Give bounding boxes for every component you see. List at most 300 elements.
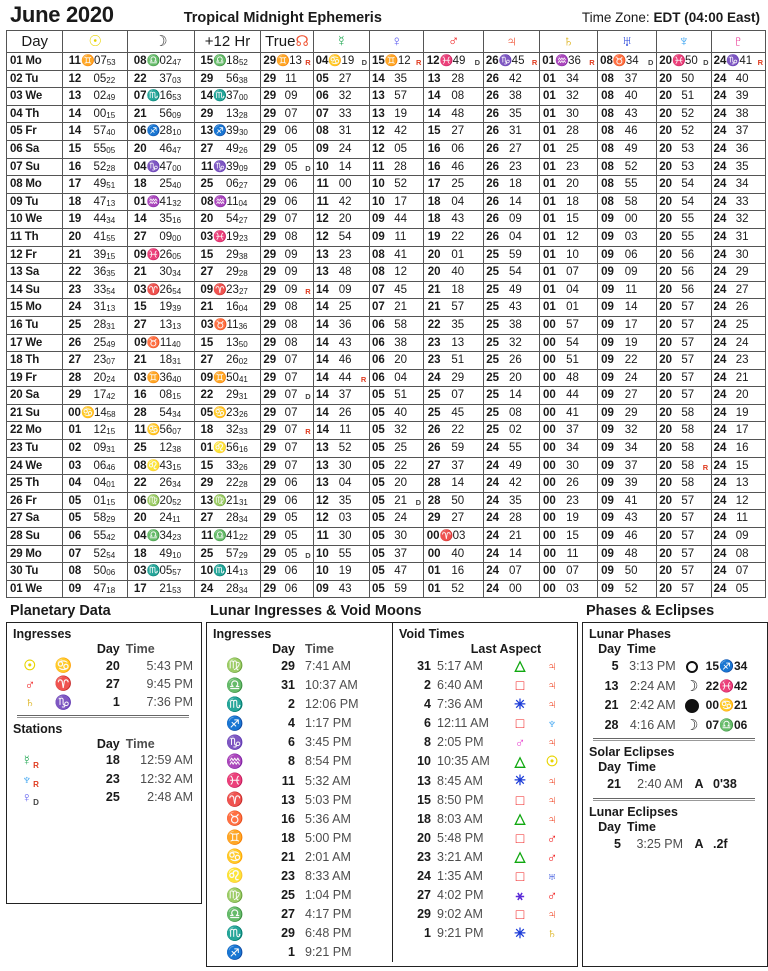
cell-moon12 (194, 105, 261, 123)
void-time: 7:36 AM (437, 697, 483, 712)
seconds: 00 (238, 93, 248, 103)
position-node (261, 510, 312, 527)
position-pluto (712, 440, 765, 457)
degree: 26 (68, 336, 82, 349)
degree: 29 (263, 494, 277, 507)
minutes: 20 (93, 371, 107, 384)
minutes: 14 (451, 477, 465, 490)
cell-jupiter (483, 281, 539, 299)
phase-degree: 22 (705, 678, 720, 693)
phase-time: 3:13 PM (629, 659, 676, 674)
minutes: 32 (566, 90, 579, 103)
cell-moon (128, 105, 195, 123)
degree: 28 (133, 406, 147, 419)
position-saturn (540, 370, 596, 387)
timezone-offset: (04:00 East) (684, 10, 760, 25)
void-time: 1:35 AM (437, 868, 483, 883)
position-venus (370, 387, 423, 404)
position-mars (424, 528, 482, 545)
jupiter-glyph: ♃ (505, 33, 518, 50)
minutes: 56 (226, 442, 239, 455)
cell-uranus (597, 176, 656, 194)
position-jupiter (484, 387, 539, 404)
degree: 25 (200, 547, 214, 560)
cell-saturn (540, 193, 597, 211)
degree: 08 (601, 160, 614, 173)
position-node (261, 475, 312, 492)
new-moon-shape (685, 699, 699, 713)
cell-jupiter (483, 211, 539, 229)
position-uranus (598, 264, 656, 281)
seconds: 15 (106, 497, 116, 507)
void-day: 23 (417, 849, 431, 864)
degree: 00 (542, 494, 556, 507)
position-saturn (540, 422, 596, 439)
degree: 08 (601, 107, 614, 120)
minutes: 29 (225, 389, 239, 402)
minutes: 32 (624, 424, 638, 437)
position-venus (370, 106, 423, 123)
position-node (261, 176, 312, 193)
minutes: 40 (451, 266, 465, 279)
position-sun (63, 123, 127, 140)
degree: 26 (427, 442, 441, 455)
retrograde-marker: R (415, 58, 422, 67)
degree: 15 (133, 301, 147, 314)
void-time-row (399, 924, 573, 943)
lunar-ingress-time: 6:48 PM (305, 926, 352, 941)
degree: 24 (713, 142, 727, 155)
degree: 08 (372, 266, 385, 279)
degree: 24 (713, 195, 727, 208)
seconds: 46 (106, 462, 116, 472)
table-row (7, 70, 766, 88)
lunar-ingress-row (213, 752, 388, 771)
cell-pluto (711, 211, 765, 229)
position-venus (370, 71, 423, 88)
table-row (7, 352, 766, 370)
minutes: 41 (394, 248, 407, 261)
aries-glyph: ♈ (54, 675, 73, 692)
seconds: 38 (238, 251, 248, 261)
cell-mars (424, 510, 483, 528)
position-uranus (598, 159, 656, 176)
table-row (7, 281, 766, 299)
minutes: 05 (284, 512, 298, 525)
seconds: 03 (172, 75, 182, 85)
minutes: 40 (624, 90, 638, 103)
cell-neptune (657, 545, 711, 563)
degree: 29 (263, 371, 277, 384)
minutes: 00 (624, 213, 638, 226)
day-label: 05 Fr (10, 125, 37, 138)
table-row (7, 440, 766, 458)
position-node (261, 229, 312, 246)
cell-sun (63, 475, 128, 493)
lunar-ingresses-list (213, 656, 388, 962)
cell-moon (128, 211, 195, 229)
position-uranus (598, 211, 656, 228)
degree: 24 (486, 565, 499, 578)
degree: 17 (68, 178, 82, 191)
position-mercury (314, 141, 369, 158)
minutes: 13 (735, 477, 749, 490)
cell-node (261, 246, 313, 264)
planetary-stations-list (13, 751, 195, 806)
minutes: 03 (338, 512, 352, 525)
position-uranus (598, 546, 656, 563)
position-uranus (598, 106, 656, 123)
cell-moon12 (194, 176, 261, 194)
seconds: 18 (106, 585, 116, 595)
table-row (7, 422, 766, 440)
seconds: 47 (172, 145, 182, 155)
neptune-glyph: ♆ (678, 33, 690, 50)
cell-uranus (597, 246, 656, 264)
position-mercury (314, 211, 369, 228)
table-row (7, 123, 766, 141)
cell-saturn (540, 228, 597, 246)
position-moon12 (195, 581, 261, 598)
degree: 25 (486, 266, 499, 279)
cell-uranus (597, 88, 656, 106)
day-label: 16 Tu (10, 318, 39, 331)
degree: 01 (542, 125, 556, 138)
degree: 29 (263, 512, 277, 525)
minutes: 52 (338, 442, 352, 455)
cell-uranus (597, 440, 656, 458)
degree: 08 (601, 142, 614, 155)
cell-sun (63, 422, 128, 440)
position-mercury (314, 317, 369, 334)
minutes: 14 (509, 195, 522, 208)
position-mars (424, 493, 482, 510)
degree: 26 (486, 160, 499, 173)
minutes: 57 (681, 354, 695, 367)
sign-glyph: ♎ (146, 55, 161, 67)
minutes: 35 (159, 213, 173, 226)
degree: 01 (542, 107, 556, 120)
minutes: 33 (338, 107, 352, 120)
minutes: 55 (509, 442, 522, 455)
cell-venus (370, 123, 424, 141)
degree: 01 (542, 72, 556, 85)
day-label: 02 Tu (10, 72, 39, 85)
degree: 20 (659, 530, 672, 543)
cell-mercury (313, 70, 369, 88)
cell-saturn (540, 211, 597, 229)
lunar-ingress-day: 18 (281, 830, 295, 845)
degree: 06 (372, 371, 385, 384)
lunar-ingress-time: 5:32 AM (305, 773, 351, 788)
cell-node (261, 440, 313, 458)
last-quarter-moon-icon: ☽ (684, 677, 699, 695)
cell-mars (424, 545, 483, 563)
position-moon (128, 88, 194, 105)
minutes: 04 (394, 371, 407, 384)
minutes: 57 (681, 565, 695, 578)
position-moon12 (195, 563, 261, 580)
degree: 22 (133, 72, 147, 85)
degree: 05 (372, 459, 385, 472)
void-time: 12:11 AM (437, 716, 489, 731)
degree: 24 (713, 107, 727, 120)
degree: 12 (315, 512, 329, 525)
minutes: 02 (93, 90, 107, 103)
position-moon12 (195, 458, 261, 475)
minutes: 34 (159, 530, 173, 543)
opposition-icon: ⚹ (515, 886, 525, 903)
degree: 29 (263, 283, 277, 296)
planetary-ingress-row (13, 656, 195, 674)
position-venus (370, 335, 423, 352)
minutes: 19 (159, 301, 173, 314)
void-time-row (399, 905, 573, 924)
degree: 11 (316, 195, 329, 208)
table-row (7, 580, 766, 598)
sign-glyph: ♉ (213, 318, 228, 331)
minutes: 58 (394, 318, 407, 331)
degree: 21 (133, 266, 147, 279)
position-saturn (540, 159, 596, 176)
position-neptune (657, 440, 710, 457)
seconds: 22 (106, 75, 116, 85)
degree: 06 (68, 530, 82, 543)
position-uranus (598, 563, 656, 580)
minutes: 08 (284, 230, 298, 243)
degree: 24 (713, 125, 727, 138)
degree: 29 (200, 107, 214, 120)
stations-header (13, 737, 195, 751)
phase-time: 2:42 AM (629, 698, 676, 713)
position-jupiter (484, 141, 539, 158)
retrograde-marker: R (531, 58, 538, 67)
degree: 24 (486, 582, 499, 595)
position-sun (63, 247, 127, 264)
degree: 00 (68, 406, 81, 419)
degree: 25 (427, 406, 441, 419)
cell-moon12 (194, 299, 261, 317)
seconds: 30 (238, 128, 248, 138)
divider (593, 738, 755, 741)
degree: 09 (601, 565, 614, 578)
position-node (261, 106, 312, 123)
degree: 13 (315, 248, 329, 261)
cell-venus (370, 53, 424, 71)
minutes: 52 (624, 582, 638, 595)
cell-jupiter (483, 369, 539, 387)
cell-saturn (540, 105, 597, 123)
month-title: June 2020 (10, 2, 114, 27)
cell-moon12 (194, 53, 261, 71)
minutes: 50 (624, 565, 638, 578)
position-moon (128, 510, 194, 527)
conjunction-mars-icon: ♂ (514, 734, 526, 751)
cell-pluto (711, 334, 765, 352)
position-sun (63, 405, 127, 422)
position-mars (424, 510, 482, 527)
position-mars (424, 440, 482, 457)
day-label: 21 Su (10, 406, 40, 419)
minutes: 07 (284, 371, 298, 384)
position-moon12 (195, 282, 261, 299)
degree: 24 (713, 389, 727, 402)
minutes: 57 (681, 389, 695, 402)
minutes: 28 (566, 125, 579, 138)
cell-moon (128, 316, 195, 334)
cell-neptune (657, 580, 711, 598)
degree: 29 (263, 477, 277, 490)
cell-node (261, 176, 313, 194)
direct-marker: D (305, 163, 311, 173)
sign-glyph: ♑ (726, 55, 741, 67)
degree: 00 (542, 406, 556, 419)
lunar-phases-header (589, 642, 761, 656)
position-sun (63, 422, 127, 439)
lunar-ingresses-column (207, 623, 393, 962)
position-node (261, 370, 312, 387)
minutes: 09 (624, 266, 638, 279)
cell-pluto (711, 369, 765, 387)
minutes: 43 (624, 107, 638, 120)
seconds: 15 (172, 462, 182, 472)
day-label: 23 Tu (10, 442, 39, 455)
degree: 29 (263, 406, 277, 419)
position-pluto (712, 317, 765, 334)
position-jupiter (484, 106, 539, 123)
position-jupiter (484, 88, 539, 105)
minutes: 30 (735, 248, 749, 261)
minutes: 24 (624, 371, 638, 384)
cell-neptune (657, 70, 711, 88)
minutes: 45 (451, 406, 465, 419)
position-pluto (712, 282, 765, 299)
cell-uranus (597, 316, 656, 334)
cell-pluto (711, 563, 765, 581)
void-day: 1 (424, 926, 431, 941)
minutes: 12 (566, 230, 579, 243)
position-node (261, 264, 312, 281)
degree: 05 (68, 512, 82, 525)
void-time: 5:48 PM (437, 830, 484, 845)
degree: 29 (263, 442, 277, 455)
degree: 09 (601, 442, 614, 455)
cell-venus (370, 228, 424, 246)
minutes: 02 (509, 424, 522, 437)
degree: 25 (486, 283, 499, 296)
degree: 08 (200, 195, 214, 208)
void-day: 15 (417, 792, 431, 807)
degree: 20 (659, 90, 672, 103)
degree: 04 (133, 530, 147, 543)
minutes: 17 (394, 195, 407, 208)
degree: 14 (372, 72, 385, 85)
minutes: 59 (394, 582, 407, 595)
direct-marker: D (474, 58, 481, 67)
degree: 09 (601, 301, 614, 314)
cell-venus (370, 211, 424, 229)
position-moon (128, 229, 194, 246)
cell-day (7, 176, 63, 194)
position-neptune (657, 458, 710, 475)
position-moon (128, 106, 194, 123)
cell-pluto (711, 88, 765, 106)
minutes: 41 (226, 530, 239, 543)
degree: 01 (427, 582, 441, 595)
position-node (261, 123, 312, 140)
degree: 14 (315, 354, 329, 367)
position-moon (128, 123, 194, 140)
lunar-ingress-time: 10:37 AM (305, 678, 358, 693)
minutes: 29 (624, 406, 638, 419)
col-header-pluto (711, 31, 765, 53)
degree: 25 (486, 406, 499, 419)
degree: 01 (68, 424, 82, 437)
gemini-glyph: ♊ (226, 829, 244, 846)
degree: 29 (263, 565, 277, 578)
position-mars (424, 229, 482, 246)
minutes: 58 (624, 195, 638, 208)
minutes: 16 (225, 301, 239, 314)
minutes: 30 (394, 530, 407, 543)
position-venus (370, 581, 423, 598)
cell-day (7, 299, 63, 317)
position-moon12 (195, 123, 261, 140)
minutes: 58 (681, 406, 695, 419)
position-mercury (314, 405, 369, 422)
lunar-ingress-row (213, 790, 388, 809)
cell-jupiter (483, 88, 539, 106)
degree: 05 (372, 389, 385, 402)
lunar-ingress-day: 6 (288, 735, 295, 750)
minutes: 48 (451, 107, 465, 120)
degree: 06 (372, 336, 385, 349)
degree: 24 (486, 512, 499, 525)
seconds: 38 (238, 75, 248, 85)
minutes: 54 (159, 406, 173, 419)
moon-12hr-header: +12 Hr (204, 33, 251, 50)
minutes: 58 (681, 424, 695, 437)
sign-glyph: ♏ (213, 90, 227, 103)
cell-venus (370, 510, 424, 528)
position-neptune (657, 247, 710, 264)
void-time: 8:50 PM (437, 792, 484, 807)
cell-pluto (711, 422, 765, 440)
void-day: 27 (417, 888, 431, 903)
position-sun (63, 264, 127, 281)
cell-moon (128, 88, 195, 106)
cell-pluto (711, 264, 765, 282)
day-label: 25 Th (10, 477, 40, 490)
position-saturn (540, 563, 596, 580)
void-time: 9:02 AM (437, 907, 483, 922)
position-node (261, 194, 312, 211)
minutes: 20 (338, 213, 352, 226)
minutes: 40 (394, 406, 407, 419)
minutes: 40 (735, 72, 749, 85)
minutes: 30 (566, 107, 579, 120)
position-pluto (712, 194, 765, 211)
degree: 28 (68, 371, 82, 384)
cell-mercury (313, 475, 369, 493)
degree: 29 (263, 582, 277, 595)
col-header-sun (63, 31, 128, 53)
minutes: 39 (226, 125, 239, 138)
seconds: 31 (238, 392, 248, 402)
position-neptune (657, 405, 710, 422)
cell-moon12 (194, 193, 261, 211)
cell-jupiter (483, 105, 539, 123)
